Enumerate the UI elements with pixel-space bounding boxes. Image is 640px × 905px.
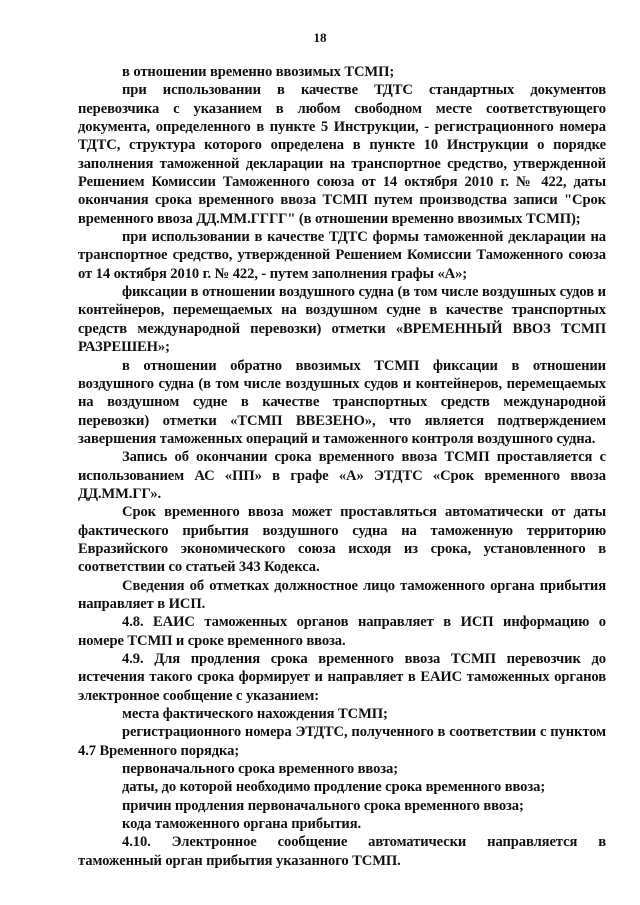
document-body [78,63,606,870]
paragraph: при использовании в качестве ТДТС стандартных документов перевозчика с указанием в любом свободном месте соответствующего документа, определенного в пункте 5 Инструкции, - регистрационного номера ТДТС, структура которого определена в пункте 10 Инструкции о порядке заполнения таможенной декларации на транспортное средство, утвержденной Решением Комиссии Таможенного союза от 14 октября 2010 г. № 422, даты окончания срока временного ввоза ТСМП путем производства записи "Срок временного ввоза ДД.ММ.ГГГГ" (в отношении временно ввозимых ТСМП); [78,82,606,227]
paragraph: 4.9. Для продления срока временного ввоза ТСМП перевозчик до истечения такого срока формирует и направляет в ЕАИС таможенных органов электронное сообщение с указанием: [78,651,606,704]
paragraph: Запись об окончании срока временного ввоза ТСМП проставляется с использованием АС «ПП» в графе «А» ЭТДТС «Срок временного ввоза ДД.ММ.ГГ». [78,449,606,502]
list-item: места фактического нахождения ТСМП; [122,706,388,723]
paragraph: в отношении обратно ввозимых ТСМП фиксации в отношении воздушного судна (в том числе воздушных судов и контейнеров, перемещаемых на воздушном судне в качестве транспортных средств международной перевозки) отметки «ТСМП ВВЕЗЕНО», что является подтверждением завершения таможенных операций и таможенного контроля воздушного судна. [78,357,606,447]
paragraph: 4.10. Электронное сообщение автоматически направляется в таможенный орган прибытия указанного ТСМП. [78,834,606,869]
list-item: кода таможенного органа прибытия. [122,816,362,833]
paragraph: регистрационного номера ЭТДТС, полученного в соответствии с пунктом 4.7 Временного порядка; [78,724,606,759]
page-number: 18 [313,30,327,45]
paragraph: в отношении временно ввозимых ТСМП; [122,64,395,80]
list-item: первоначального срока временного ввоза; [122,761,398,778]
paragraph: при использовании в качестве ТДТС формы таможенной декларации на транспортное средство, утвержденной Решением Комиссии Таможенного союза от 14 октября 2010 г. № 422, - путем заполнения графы «А»; [78,229,606,282]
paragraph: фиксации в отношении воздушного судна (в том числе воздушных судов и контейнеров, перемещаемых на воздушном судне в качестве транспортных средств международной перевозки) отметки «ВРЕМЕННЫЙ ВВОЗ ТСМП РАЗРЕШЕН»; [78,284,606,356]
list-item: причин продления первоначального срока временного ввоза; [122,797,524,814]
paragraph: Сведения об отметках должностное лицо таможенного органа прибытия направляет в ИСП. [78,577,606,612]
paragraph: 4.8. ЕАИС таможенных органов направляет в ИСП информацию о номере ТСМП и сроке временного ввоза. [78,614,606,649]
paragraph: Срок временного ввоза может проставляться автоматически от даты фактического прибытия воздушного судна на таможенную территорию Евразийского экономического союза исходя из срока, установленного в соответствии со статьей 343 Кодекса. [78,504,606,576]
list-item: даты, до которой необходимо продление срока временного ввоза; [122,779,546,796]
